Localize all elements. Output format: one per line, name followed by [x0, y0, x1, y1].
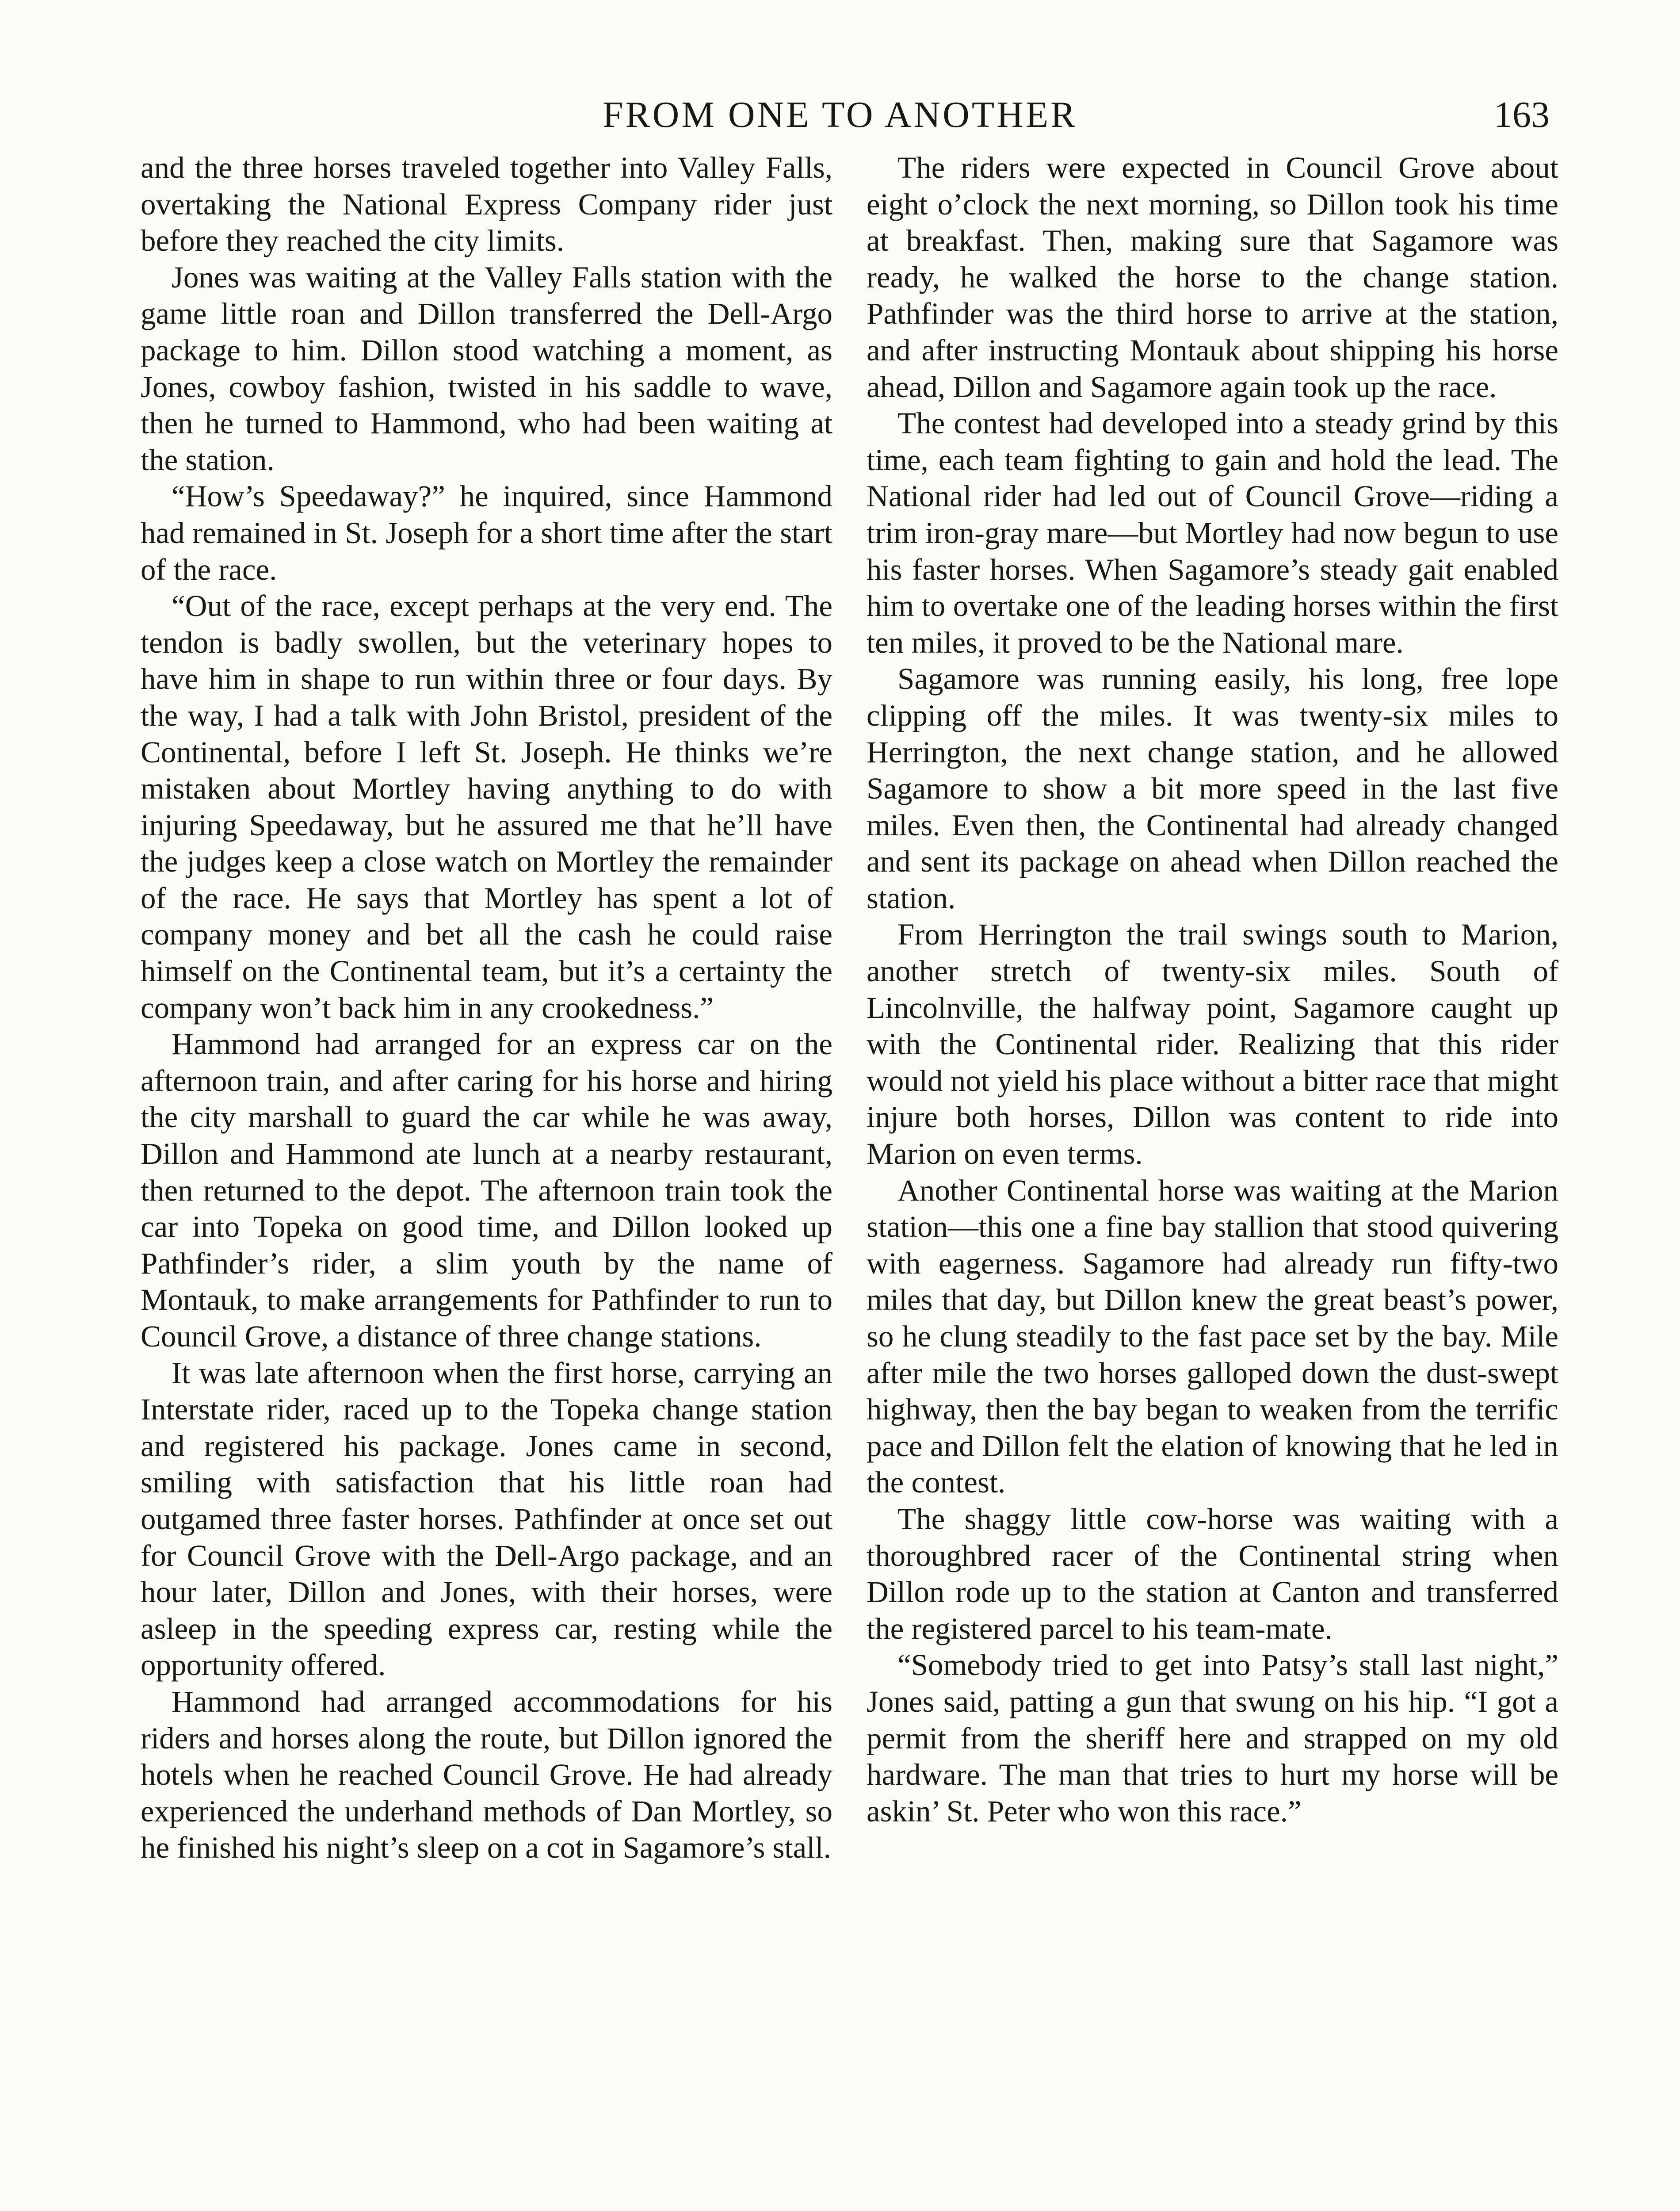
paragraph: “How’s Speedaway?” he inquired, since Hammond had remained in St. Joseph for a short time after the start of the race.	[141, 479, 832, 586]
paragraph: Sagamore was running easily, his long, free lope clipping off the miles. It was twenty-six miles to Herrington, the next change station, and he allowed Sagamore to show a bit more speed in the last five miles. Even then, the Continental had already changed and sent its package on ahead when Dillon reached the station.	[867, 662, 1558, 915]
paragraph: “Somebody tried to get into Patsy’s stall last night,” Jones said, patting a gun that swung on his hip. “I got a permit from the sheriff here and strapped on my old hardware. The man that tries to hurt my horse will be askin’ St. Peter who won this race.”	[867, 1648, 1558, 1828]
paragraph: The contest had developed into a steady grind by this time, each team fighting to gain and hold the lead. The National rider had led out of Council Grove—riding a trim iron-gray mare—but Mortley had now begun to use his faster horses. When Sagamore’s steady gait enabled him to overtake one of the leading horses within the first ten miles, it proved to be the National mare.	[867, 406, 1558, 659]
running-head	[0, 91, 1680, 139]
paragraph: Jones was waiting at the Valley Falls station with the game little roan and Dillon transferred the Dell-Argo package to him. Dillon stood watching a moment, as Jones, cowboy fashion, twisted in his saddle to wave, then he turned to Hammond, who had been waiting at the station.	[141, 260, 832, 477]
text-column-left	[141, 149, 832, 1866]
paragraph: The riders were expected in Council Grove about eight o’clock the next morning, so Dillon took his time at breakfast. Then, making sure that Sagamore was ready, he walked the horse to the change station. Pathfinder was the third horse to arrive at the station, and after instructing Montauk about shipping his horse ahead, Dillon and Sagamore again took up the race.	[867, 151, 1558, 404]
paragraph: It was late afternoon when the first horse, carrying an Interstate rider, raced up to the Topeka change station and registered his package. Jones came in second, smiling with satisfaction that his little roan had outgamed three faster horses. Pathfinder at once set out for Council Grove with the Dell-Argo package, and an hour later, Dillon and Jones, with their horses, were asleep in the speeding express car, resting while the opportunity offered.	[141, 1356, 832, 1682]
text-column-right	[867, 149, 1558, 1829]
paragraph: Hammond had arranged for an express car on the afternoon train, and after caring for his horse and hiring the city marshall to guard the car while he was away, Dillon and Hammond ate lunch at a nearby restaurant, then returned to the depot. The afternoon train took the car into Topeka on good time, and Dillon looked up Pathfinder’s rider, a slim youth by the name of Montauk, to make arrangements for Pathfinder to run to Council Grove, a distance of three change stations.	[141, 1027, 832, 1353]
paragraph: Another Continental horse was waiting at the Marion station—this one a fine bay stallion that stood quivering with eagerness. Sagamore had already run fifty-two miles that day, but Dillon knew the great beast’s power, so he clung steadily to the fast pace set by the bay. Mile after mile the two horses galloped down the dust-swept highway, then the bay began to weaken from the terrific pace and Dillon felt the elation of knowing that he led in the contest.	[867, 1173, 1558, 1500]
paragraph: From Herrington the trail swings south to Marion, another stretch of twenty-six miles. South of Lincolnville, the halfway point, Sagamore caught up with the Continental rider. Realizing that this rider would not yield his place without a bitter race that might injure both horses, Dillon was content to ride into Marion on even terms.	[867, 918, 1558, 1171]
paragraph: “Out of the race, except perhaps at the very end. The tendon is badly swollen, but the veterinary hopes to have him in shape to run within three or four days. By the way, I had a talk with John Bristol, president of the Continental, before I left St. Joseph. He thinks we’re mistaken about Mortley having anything to do with injuring Speedaway, but he assured me that he’ll have the judges keep a close watch on Mortley the remainder of the race. He says that Mortley has spent a lot of company money and bet all the cash he could raise himself on the Continental team, but it’s a certainty the company won’t back him in any crookedness.”	[141, 589, 832, 1025]
paragraph: and the three horses traveled together into Valley Falls, overtaking the National Express Company rider just before they reached the city limits.	[141, 151, 832, 258]
running-title: FROM ONE TO ANOTHER	[602, 94, 1078, 135]
page-number: 163	[1494, 94, 1550, 135]
paragraph: Hammond had arranged accommodations for his riders and horses along the route, but Dillon ignored the hotels when he reached Council Grove. He had already experienced the underhand methods of Dan Mortley, so he finished his night’s sleep on a cot in Sagamore’s stall.	[141, 1684, 832, 1865]
paragraph: The shaggy little cow-horse was waiting with a thoroughbred racer of the Continental string when Dillon rode up to the station at Canton and transferred the registered parcel to his team-mate.	[867, 1502, 1558, 1645]
